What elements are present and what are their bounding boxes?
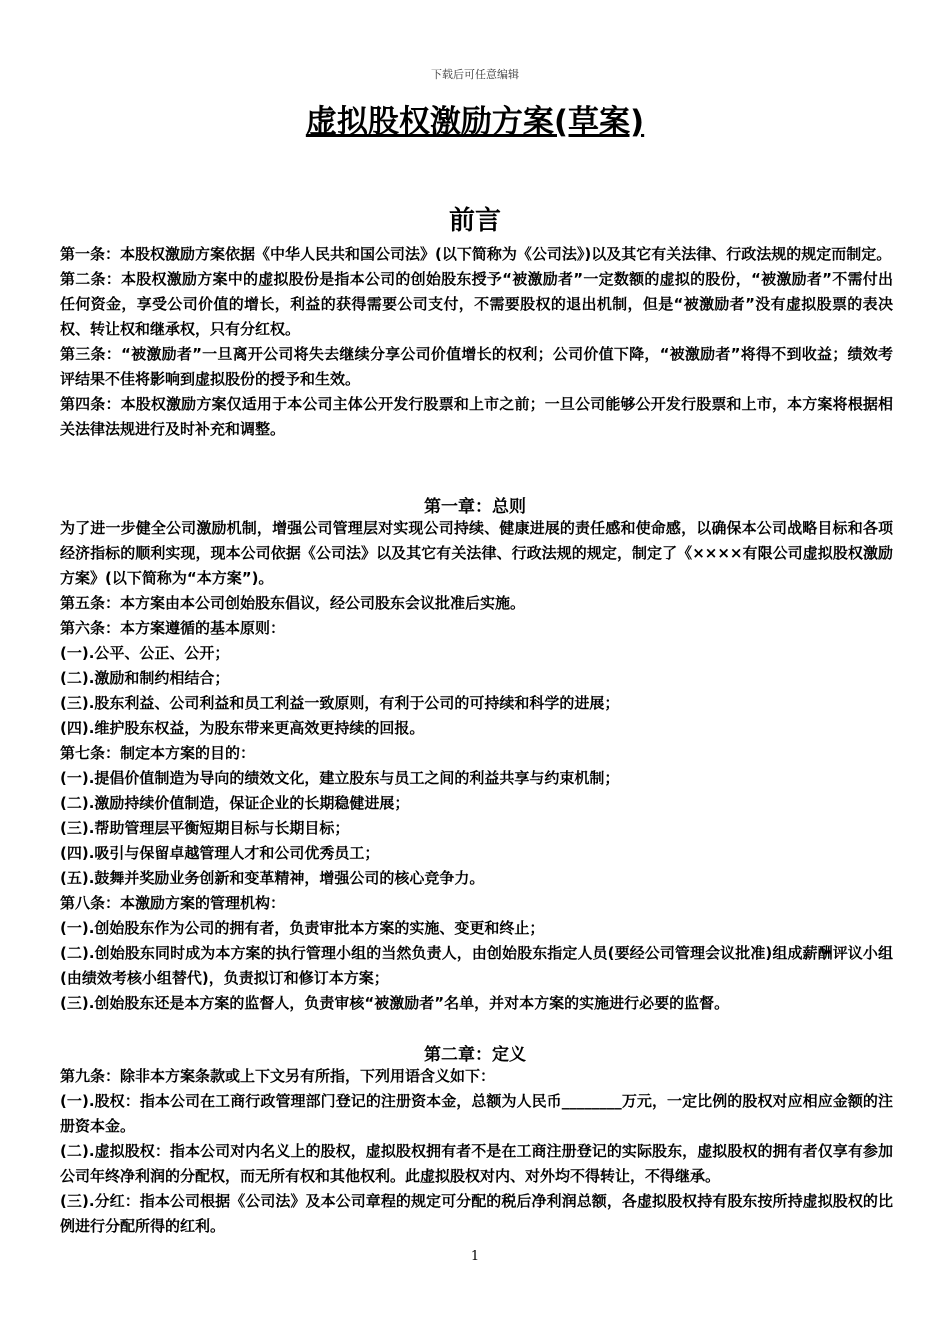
article-2: 第二条：本股权激励方案中的虚拟股份是指本公司的创始股东授予“被激励者”一定数额的虚拟的股份，“被激励者”不需付出任何资金，享受公司价值的增长，利益的获得需要公司支付，不需要股权的退出机制，但是“被激励者”没有虚拟股票的表决权、转让权和继承权，只有分红权。 (60, 270, 893, 338)
document-title: 虚拟股权激励方案(草案) (305, 104, 645, 140)
chapter-1-body (60, 516, 893, 1016)
preface-body (60, 242, 893, 442)
list-item: (三).创始股东还是本方案的监督人，负责审核“被激励者”名单，并对本方案的实施进行必要的监督。 (60, 994, 730, 1012)
list-item: (二).激励和制约相结合； (60, 669, 230, 687)
chapter-2-body (60, 1064, 893, 1239)
preface-heading: 前言 (448, 206, 501, 236)
page-number: 1 (470, 1249, 480, 1264)
list-item: (一).创始股东作为公司的拥有者，负责审批本方案的实施、变更和终止； (60, 919, 545, 937)
list-item: (四).维护股东权益，为股东带来更高效更持续的回报。 (60, 719, 425, 737)
article-4: 第四条：本股权激励方案仅适用于本公司主体公开发行股票和上市之前；一旦公司能够公开发行股票和上市，本方案将根据相关法律法规进行及时补充和调整。 (60, 395, 893, 438)
list-item: (二).激励持续价值制造，保证企业的长期稳健进展； (60, 794, 410, 812)
article-6: 第六条：本方案遵循的基本原则： (60, 619, 286, 637)
list-item: (二).创始股东同时成为本方案的执行管理小组的当然负责人，由创始股东指定人员(要经公司管理会议批准)组成薪酬评议小组(由绩效考核小组替代)，负责拟订和修订本方案； (60, 944, 893, 987)
article-7: 第七条：制定本方案的目的： (60, 744, 256, 762)
chapter-1-heading: 第一章：总则 (424, 497, 526, 517)
list-item: (五).鼓舞并奖励业务创新和变革精神，增强公司的核心竞争力。 (60, 869, 485, 887)
list-item: (一).股权：指本公司在工商行政管理部门登记的注册资本金，总额为人民币________万元，一定比例的股权对应相应金额的注册资本金。 (60, 1092, 893, 1135)
chapter-1-intro: 为了进一步健全公司激励机制，增强公司管理层对实现公司持续、健康进展的责任感和使命感，以确保本公司战略目标和各项经济指标的顺利实现，现本公司依据《公司法》以及其它有关法律、行政法规的规定，制定了《××××有限公司虚拟股权激励方案》(以下简称为“本方案”)。 (60, 519, 893, 587)
article-8: 第八条：本激励方案的管理机构： (60, 894, 286, 912)
list-item: (二).虚拟股权：指本公司对内名义上的股权，虚拟股权拥有者不是在工商注册登记的实际股东，虚拟股权的拥有者仅享有参加公司年终净利润的分配权，而无所有权和其他权利。此虚拟股权对内、对外均不得转让，不得继承。 (60, 1142, 893, 1185)
chapter-2-heading: 第二章：定义 (424, 1045, 526, 1065)
list-item: (三).股东利益、公司利益和员工利益一致原则，有利于公司的可持续和科学的进展； (60, 694, 620, 712)
list-item: (一).提倡价值制造为导向的绩效文化，建立股东与员工之间的利益共享与约束机制； (60, 769, 620, 787)
list-item: (三).帮助管理层平衡短期目标与长期目标； (60, 819, 350, 837)
header-note: 下载后可任意编辑 (431, 68, 519, 81)
list-item: (一).公平、公正、公开； (60, 644, 230, 662)
list-item: (三).分红：指本公司根据《公司法》及本公司章程的规定可分配的税后净利润总额，各虚拟股权持有股东按所持虚拟股权的比例进行分配所得的红利。 (60, 1192, 893, 1235)
article-5: 第五条：本方案由本公司创始股东倡议，经公司股东会议批准后实施。 (60, 594, 526, 612)
list-item: (四).吸引与保留卓越管理人才和公司优秀员工； (60, 844, 380, 862)
article-1: 第一条：本股权激励方案依据《中华人民共和国公司法》(以下简称为《公司法》)以及其它有关法律、行政法规的规定而制定。 (60, 245, 892, 263)
article-9: 第九条：除非本方案条款或上下文另有所指，下列用语含义如下： (60, 1067, 496, 1085)
article-3: 第三条：“被激励者”一旦离开公司将失去继续分享公司价值增长的权利；公司价值下降，“被激励者”将得不到收益；绩效考评结果不佳将影响到虚拟股份的授予和生效。 (60, 345, 893, 388)
